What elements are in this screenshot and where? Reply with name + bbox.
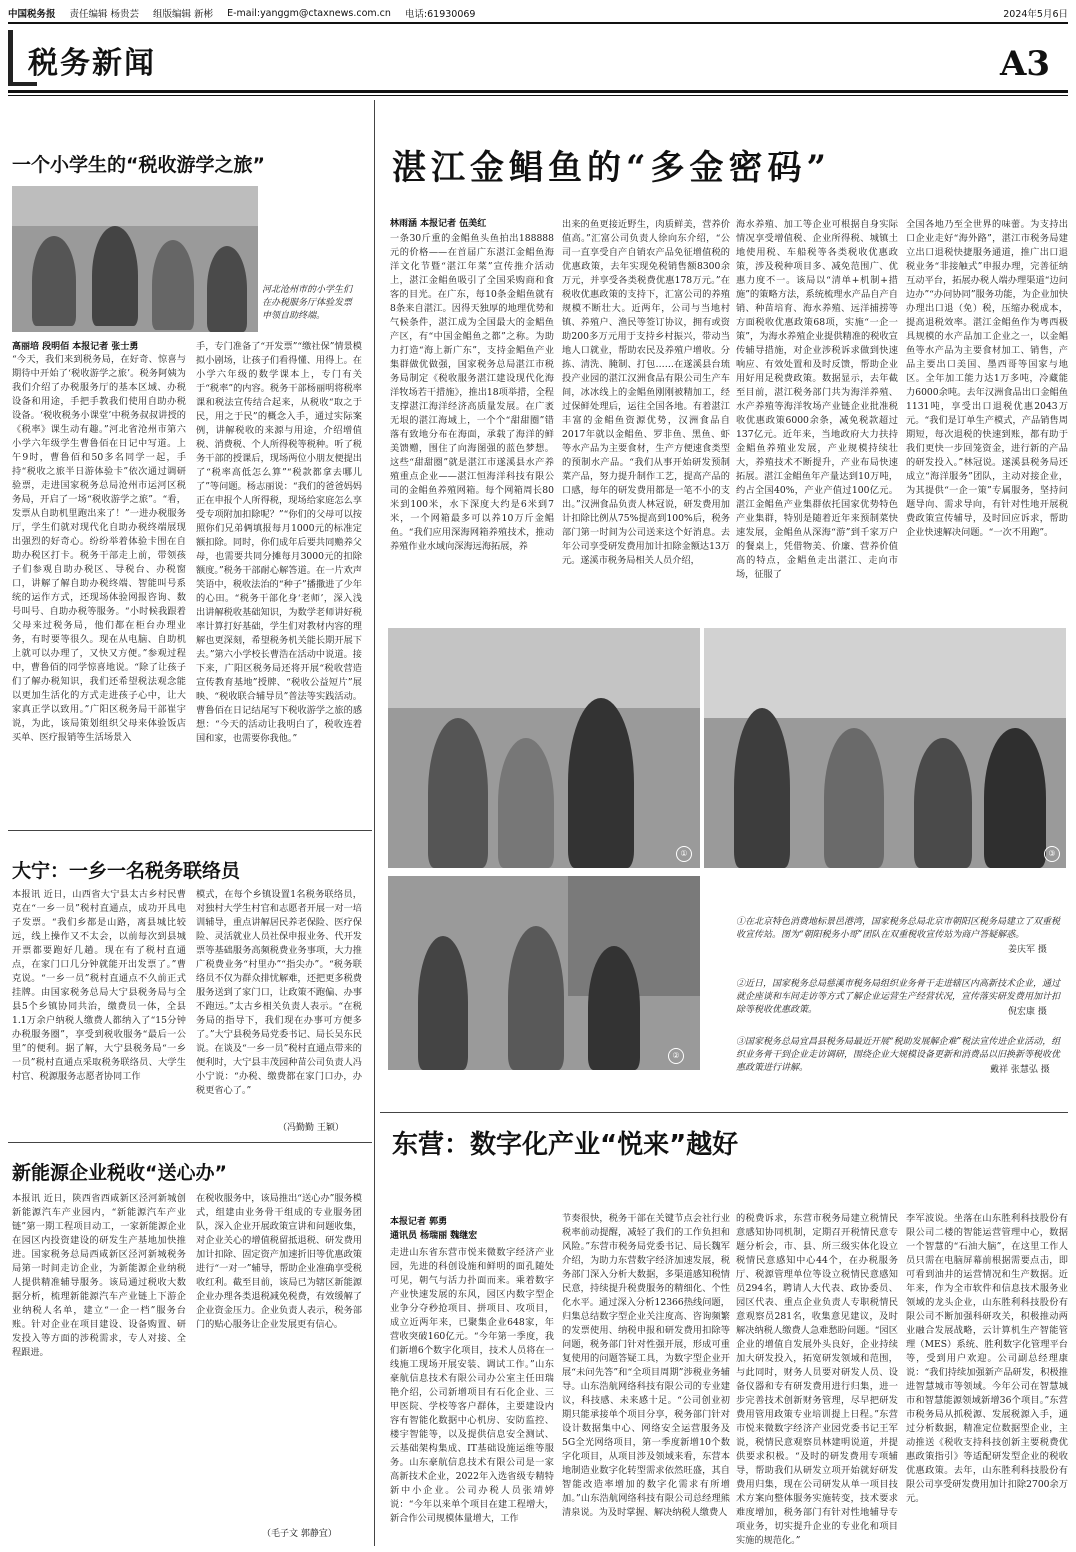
story5-col2: 节奏很快，税务干部在关键节点会社行业税率前动提醒，减轻了我们的工作负担和风险。”东营市税务局党委书记、局长魏军介绍，为助力东营数字经济加速发展，税务部门深入分析大数据，多渠道感知税情民意，持续提升税费服务的精细化、个性化水平。通过深入分析12366热线问题，归集总结数字型企业关注度高、咨询频繁的发票使用、纳税申报和研发费用扣除等问题，税务部门针对性强开展，形成可重复使用的问题答疑工具，为数字型企业开展“未问先答”和“全项目周期”涉税业务辅导。山东浩航网络科技有限公司的专业建议，科技感、未来感十足。“公司创业初期只能承接单个项目分享，税务部门针对设计数据集中心、网络安全运营服务及5G全光网络项目，第一季度新增10个数字化项目，从项目涉及领域来看，东营本地制造业数字化转型需求依然旺盛，其自智能改造率增加的数字化需求有所增加。”山东浩航网络科技有限公司总经理熊清泉说。为及时掌握、解决纳税人缴费人 xyxy=(562,1213,730,1518)
story4-col1: 一条30斤重的金鲳鱼头鱼拍出188888元的价格——在首届广东湛江金鲳鱼海洋文化节暨“湛江年菜”宣传推介活动上，湛江金鲳鱼吸引了全国采购商和食客的目光。在广东，每10条金鲳鱼就有8条来自湛江。因得天独厚的地理优势和气候条件，湛江成为全国最大的金鲳鱼产区，有“中国金鲳鱼之都”之称。为助力打造“海上新广东”，支持金鲳鱼产业集群做优做强，国家税务总局湛江市税务局制定《税收服务湛江建设现代化海洋牧场若干措施》，推出18项举措，全程支撑湛江海洋经济高质量发展。在广袤无垠的湛江海域上，一个个“甜甜圈”错落有致地分布在海面，承载了海洋的鲜美馈赠，围住了向海图强的蓝色梦想。这些“甜甜圈”就是湛江市遂溪县水产养殖重点企业——湛江恒海洋科技有限公司的金鲳鱼养殖网箱。每个网箱周长80米到100米，水下深度大约是6米到7米，一个网箱最多可以养10万斤金鲳鱼。“我们应用深海网箱养殖技术，推动养殖作业水域向深海远海拓展，养 xyxy=(390,233,554,552)
caption-3: ③国家税务总局宜昌县税务局最近开展“税助发展解企难”税法宣传进企业活动，组织业务骨干到企业走访调研，围绕企业大规模设备更新和消费品以旧换新等税收优惠政策进行讲解。 xyxy=(736,1037,1061,1073)
section-rule xyxy=(8,90,1068,93)
story3-col1: 本报讯 近日，陕西省西咸新区泾河新城创新能源汽车产业园内，“新能源汽车产业链”第一期工程项目动工，一家新能源企业在园区内投资建设的研发生产基地加快推进。国家税务总局西咸新区泾河新城税务局第一时间走访企业，为新能源企业纳税人提供精准辅导服务。该局通过税收大数据分析，梳理新能源汽车产业链上下游企业纳税人名单，建立“一企一档”服务台账。针对企业在项目建设、设备购置、研发投入等方面的涉税需求，专人对接、全程跟进。 xyxy=(12,1193,186,1358)
story1-title: 一个小学生的“税收游学之旅” xyxy=(12,154,265,176)
story3-col2: 在税收服务中，该局推出“送心办”服务模式，组建由业务骨干组成的专业服务团队，深入企业开展政策宣讲和问题收集，对企业关心的增值税留抵退税、研发费用加计扣除、固定资产加速折旧等优惠政策进行“一对一”辅导，帮助企业准确享受税收红利。截至目前，该局已为辖区新能源企业办理各类退税减免税费，有效缓解了企业资金压力。企业负责人表示，税务部门的贴心服务让企业发展更有信心。 xyxy=(196,1193,362,1330)
column-divider xyxy=(374,100,375,1546)
caption-3-credit: 戴祥 张慧弘 摄 xyxy=(990,1065,1050,1075)
story1-photo xyxy=(12,186,258,332)
story4-byline: 林雨涵 本报记者 伍美红 xyxy=(390,219,487,229)
story5-col4: 李军波说。坐落在山东胜利科技股份有限公司二楼的智能运营管理中心，数据一个智慧的“石油大脑”，在这里工作人员只需在电脑屏幕前根据需要点击，即可看到油井的运营情况和生产数据。近年来，作为全市软件和信息技术服务业领域的龙头企业，山东胜利科技股份有限公司不断加强科研攻关，积极推动两业融合发展战略，云计算机生产智能管理（MES）系统、胜利数字化管理平台等，受到用户欢迎。公司副总经理康说：“我们持续加强新产品研发，积极推进智慧城市等领域。今年公司在智慧城市和智慧能源领域新增36个项目。”东营市税务局从抓税源、发展税源入手，通过分析数据，精准定位数据型企业，主动推送《税收支持科技创新主要税费优惠政策指引》等适配研发型企业的税收优惠政策。去年，山东胜利科技股份有限公司享受研发费用加计扣除2700余万元。 xyxy=(906,1213,1068,1504)
story2-title: 大宁：一乡一名税务联络员 xyxy=(12,860,241,882)
photo-2-number: ② xyxy=(668,1048,684,1064)
story4-col2: 出来的鱼更接近野生，肉质鲜美，营养价值高。”汇富公司负责人徐向东介绍，“公司一直享受自产自销农产品免征增值税的优惠政策，去年实现免税销售额8300余万元，并享受各类税费优惠178万元。”在税收优惠政策的支持下，汇富公司的养殖规模不断壮大。近两年，公司与当地村镇、养殖户、渔民等签订协议，拥有或资助200多万元用于支持乡村振兴，带动当地人口就业，帮助农民及养殖户增收。分拣、清洗、腌制、打包……在遂溪县台琉投产业园的湛江汉洲食品有限公司生产车间，冰冰线上的金鲳鱼刚刚被精加工，经过保鲜处理后，运往全国各地。有着湛江丰富的金鲳鱼资源优势，汉洲食品自2017年就以金鲳鱼、罗非鱼、黑鱼、虾等水产品为主要食材，生产方便速食类型的预制水产品。“我们从事开始研发预制菜产品，努力提升制作工艺，提高产品的口感，每年的研发费用都是一笔不小的支出。”汉洲食品负责人林冠说，研发费用加计扣除比例从75%提高到100%后，税务部门第一时间为公司送来这个好消息。去年公司享受研发费用加计扣除金额达13万元。遂溪市税务局相关人员介绍， xyxy=(562,219,730,566)
photo-1-number: ① xyxy=(676,846,692,862)
story2-col1: 本报讯 近日，山西省大宁县太古乡村民曹克在“一乡一员”税村直通点，成功开具电子发票。“我们乡都是山路，离县城比较远，线上操作又不太会，以前每次到县城开票都要跑好几趟。现在有了税村直通点，在家门口几分钟就能开出发票了。”曹克说。“一乡一员”税村直通点不久前正式挂牌。由国家税务总局大宁县税务局与全县5个乡镇协同共治，缴费员一体，全县1.1万余户纳税人缴费人都纳入了“15分钟办税服务圈”，享受到税收服务“最后一公里”的便利。据了解，大宁县税务局“一乡一员”税村直通点采取税务联络员、大学生村官、税源服务志愿者协同工作 xyxy=(12,889,186,1082)
story1-col2: 手，专门准备了“开发票”“缴社保”情景模拟小剧场，让孩子们看得懂、用得上。在小学六年级的数学课本上，专门有关于“税率”的内容。税务干部杨丽明将税率课和税法宣传结合起来，从税收“取之于民，用之于民”的概念入手，通过实际案例，讲解税收的来源与用途，介绍增值税、消费税、个人所得税等税种。听了税务干部的授课后，现场两位小朋友便提出了“税率高低怎么算”“税款都拿去哪儿了”等问题。杨志丽说：“我们的爸爸妈妈正在申报个人所得税，现场给家庭怎么享受专项附加扣除呢？”“你们的父母可以按照你们兄弟俩填报每月1000元的标准定额扣除。同时，你们成年后要共同赡养父母，也需要共同分摊每月3000元的扣除额度。”税务干部耐心解答道。在一片欢声笑语中，税收法治的“种子”播撒进了少年的心田。“税务干部化身‘老师’，深入浅出讲解税收基础知识，为数学老师讲好税率计算打好基础，学生们对教材内容的理解也更深刻，希望税务机关能长期开展下去。”第六小学校长曹浩在活动中说道。接下来，广阳区税务局还将开展“税收营造宣传教育基地”授牌、“税收公益短片”展映、“税收联合辅导员”普法等实践活动。曹鲁佰在日记结尾写下税收游学之旅的感想：“今天的活动让我明白了，税收连着国和家，也需要你我他。” xyxy=(196,341,362,744)
caption-1: ①在北京特色消费地标景邑港湾，国家税务总局北京市朝阳区税务局建立了双重税收宣传站。图为“朝阳税务小哥”团队在双重税收宣传站为商户答疑解惑。 xyxy=(736,917,1061,940)
story4-title: 湛江金鲳鱼的“多金密码” xyxy=(392,148,832,188)
page-number: A3 xyxy=(1000,44,1051,84)
section-title: 税务新闻 xyxy=(28,46,156,81)
story2-byline: （冯勤勤 王颖） xyxy=(278,1123,344,1133)
story5-col3: 的税费诉求，东营市税务局建立税情民意感知协同机制，定期召开税情民意专题分析会，市、县、所三级实体化设立税情民意感知中心44个，在办税服务厅、税源管理单位等设立税情民意感知员294名，聘请人大代表、政协委员、园区代表、重点企业负责人专职税情民意观察员281名，收集意见建议，及时解决纳税人缴费人急难愁盼问题。“园区企业的增值自发展外头良好，企业持续加大研发投入，拓宽研发领域和范围，与此同时，财务人员要对研发人员、设备仪器和专有研发费用进行归集，进一步完善技术创新财务管理，尽早把研发费用管用政策专业培训提上日程。”东营市悦来微数字经济产业园党委书记王军说，税情民意观察员林建明说道，并提供要求积极。“及时的研发费用专项辅导，帮助我们从研发立项开始就好研发费用归集，现在公司研发从单一项目技术方案向整体服务实施转变，技术要求难度增加，税务部门有针对性地辅导专项业务，切实提升企业的专业化和项目实施的规范化。” xyxy=(736,1213,898,1546)
divider xyxy=(8,830,372,831)
story4-col3: 海水养殖、加工等企业可根据自身实际情况享受增值税、企业所得税、城镇土地使用税、车船税等各类税收优惠政策，涉及税种项目多、减免范围广、优惠力度不一。该局以“清单+机制+措施”的策略方法，系统梳理水产品自产自销、种苗培育、海水养殖、远洋捕捞等方面税收优惠政策68项，实施“一企一策”，为海水养殖企业提供精准的税收宣传辅导措施，对企业涉税诉求做到快速响应、有效处置和及时反馈，帮助企业用好用足税费政策。数据显示，去年截至目前，湛江税务部门共为海洋养殖、水产养殖等海洋牧场产业链企业批准税收优惠政策6000余条，减免税款超过137亿元。近年来，当地政府大力扶持金鲳鱼养殖业发展，产业规模持续壮大，养殖技术不断提升，产业布局快速拓展。湛江金鲳鱼年产量达到10万吨，约占全国40%，产业产值过100亿元。湛江金鲳鱼产业集群依托国家优势特色产业集群，特别是随着近年来预制菜快速发展，金鲳鱼从深海“游”到千家万户的餐桌上，凭借物美、价廉、营养价值高的特点，金鲳鱼走出湛江、走向市场，征服了 xyxy=(736,219,898,580)
photo-3-number: ③ xyxy=(1044,846,1060,862)
story5-byline2: 通讯员 杨瑞丽 魏继宏 xyxy=(390,1231,478,1241)
story5-byline1: 本报记者 郭勇 xyxy=(390,1217,448,1227)
story3-byline: （毛子文 郭静宜） xyxy=(262,1529,337,1539)
photo-2 xyxy=(388,876,700,1070)
caption-2-credit: 倪宏康 摄 xyxy=(1008,1007,1047,1017)
story2-col2: 模式，在每个乡镇设置1名税务联络员，对独村大学生村官和志愿者开展一对一培训辅导，重点讲解居民养老保险、医疗保险、灵活就业人员社保申报业务、代开发票等基础服务高频税费业务事项，大力推广税费业务“村里办”“指尖办”。“税务联络员不仅为群众排忧解难，还把更多税费服务送到了家门口，让政策不跑偏、办事不跑远。”太古乡相关负责人表示。“在税务局的指导下，我们现在办事可方便多了。”大宁县税务局党委书记、局长吴东民说。在谈及“一乡一员”税村直通点带来的便利时，大宁县丰茂园种苗公司负责人冯小宁说：“办税、缴费都在家门口办，办税更省心了。” xyxy=(196,889,362,1096)
caption-2: ②近日，国家税务总局慈溪市税务局组织业务骨干走进辖区内高新技术企业，通过就企座谈和车间走访等方式了解企业运营生产经营状况，宣传落实研发费用加计扣除等税收优惠政策。 xyxy=(736,979,1061,1015)
header-rule xyxy=(8,22,1068,24)
email[interactable]: E-mail:yanggm@ctaxnews.com.cn xyxy=(227,7,391,19)
masthead-strip xyxy=(8,6,1068,20)
story1-col1: “今天，我们来到税务局，在好奇、惊喜与期待中开始了‘税收游学之旅’。税务阿姨为我们介绍了办税服务厅的基本区域、办税设备和用途，手把手教我们使用自助办税设备。‘税收税务小课堂’中税务叔叔讲授的《税率》课生动有趣。”河北省沧州市第六小学六年级学生曹鲁佰在日记中写道。上午9时，曹鲁佰和50多名同学一起，手持“税收之旅半日游体验卡”依次通过调研验票，走进国家税务总局沧州市运河区税务局，开启了一场“税收游学之旅”。“看，发票从自助机里跑出来了！”一进办税服务厅，学生们就对现代化自助办税终端展现出强烈的好奇心。纷纷举着体验卡围在自助办税区打卡。税务干部走上前，带领孩子们参观自助办税区、导税台、办税窗口，讲解了解自助办税终端、智能叫号系统的运作方式，还现场体验网报咨询、数号叫号、自助办税等服务。“小时候我跟着父母来过税务局，他们都在柜台办理业务，有时要等很久。现在从电脑、自助机上就可以办理了，又快又方便。”参观过程中，曹鲁佰的同学惊喜地说。“除了让孩子们了解办税知识，我们还希望税法观念能以更加生活化的方式走进孩子心中，让大家真正学以致用。”广阳区税务局干部崔宇说，为此，该局策划组织父母来体验饭店买单、医疗报销等生活场景入 xyxy=(12,354,186,743)
paper-name: 中国税务报 xyxy=(8,9,56,20)
divider xyxy=(8,1142,372,1143)
photo-3 xyxy=(704,628,1066,868)
story4-col4: 全国各地乃至全世界的味蕾。为支持出口企业走好“海外路”，湛江市税务局建立出口退税快捷服务通道，推广出口退税业务“非接触式”申报办理，完善征纳互动平台，拓展办税人端办理渠道“边问边办”“办问协同”服务功能，为企业加快办理出口退（免）税，压缩办税成本，提高退税效率。湛江金鲳鱼作为粤西极具规模的水产品加工企业之一，以金鲳鱼等水产品为主要食材加工、销售，产品主要出口美国、墨西哥等国家与地区。全年加工能力达1万多吨，冷藏能力6000余吨。去年汉洲食品出口金鲳鱼1131吨，享受出口退税优惠2043万元。“我们是订单生产模式，产品销售周期短，每次退税的快速到账，都有助于我们更快一步回笼资金，进行新的产品的研发投入。”林冠说。遂溪县税务局还成立“海洋服务”团队，主动对接企业，为其提供“一企一策”专属服务，坚持问题导向、需求导向，有针对性地开展税费政策宣传辅导，及时回应诉求，帮助企业快速解决问题。“一次不用跑”。 xyxy=(906,219,1068,538)
story1-caption: 河北沧州市的小学生们在办税服务厅体验发票申领自助终端。 xyxy=(262,285,353,321)
photo-1 xyxy=(388,628,700,868)
story1-byline: 高丽培 段明佰 本报记者 张士勇 xyxy=(12,342,139,352)
layout-editor: 组版编辑 新彬 xyxy=(153,9,214,20)
divider xyxy=(380,1112,1068,1113)
phone: 电话:61930069 xyxy=(404,9,476,20)
caption-1-credit: 姜庆军 摄 xyxy=(1008,945,1047,955)
story3-title: 新能源企业税收“送心办” xyxy=(12,1162,227,1184)
issue-date: 2024年5月6日 xyxy=(1003,9,1068,20)
story5-col1: 走进山东省东营市悦来微数字经济产业园，先进的科创设施和鲜明的面孔随处可见，朝气与活力扑面而来。乘着数字产业快速发展的东风，园区内数字型企业争分夺秒抢项目、拼项目、攻项目，成立近两年来，已聚集企业648家，年营收突破160亿元。“今年第一季度，我们新增6个数字化项目，技术人员将在一线施工现场开展安装、调试工作。”山东豪航信息技术有限公司办公室主任田瑞艳介绍，公司新增项目有石化企业、三甲医院、学校等客户群体，主要建设内容有智能化数据中心机房、安防监控、楼宇智能等，以及提供信息安全测试、云基础架构集成、IT基础设施运维等服务。山东豪航信息技术有限公司是一家高新技术企业，2022年入选省级专精特新中小企业。公司办税人员张靖婷说：“今年以来单个项目在建工程增大，新合作公司规模体量增大，工作 xyxy=(390,1247,554,1524)
story5-title: 东营：数字化产业“悦来”越好 xyxy=(392,1130,739,1160)
section-rule-thin xyxy=(8,95,1068,96)
editor: 责任编辑 杨贵芸 xyxy=(69,9,140,20)
